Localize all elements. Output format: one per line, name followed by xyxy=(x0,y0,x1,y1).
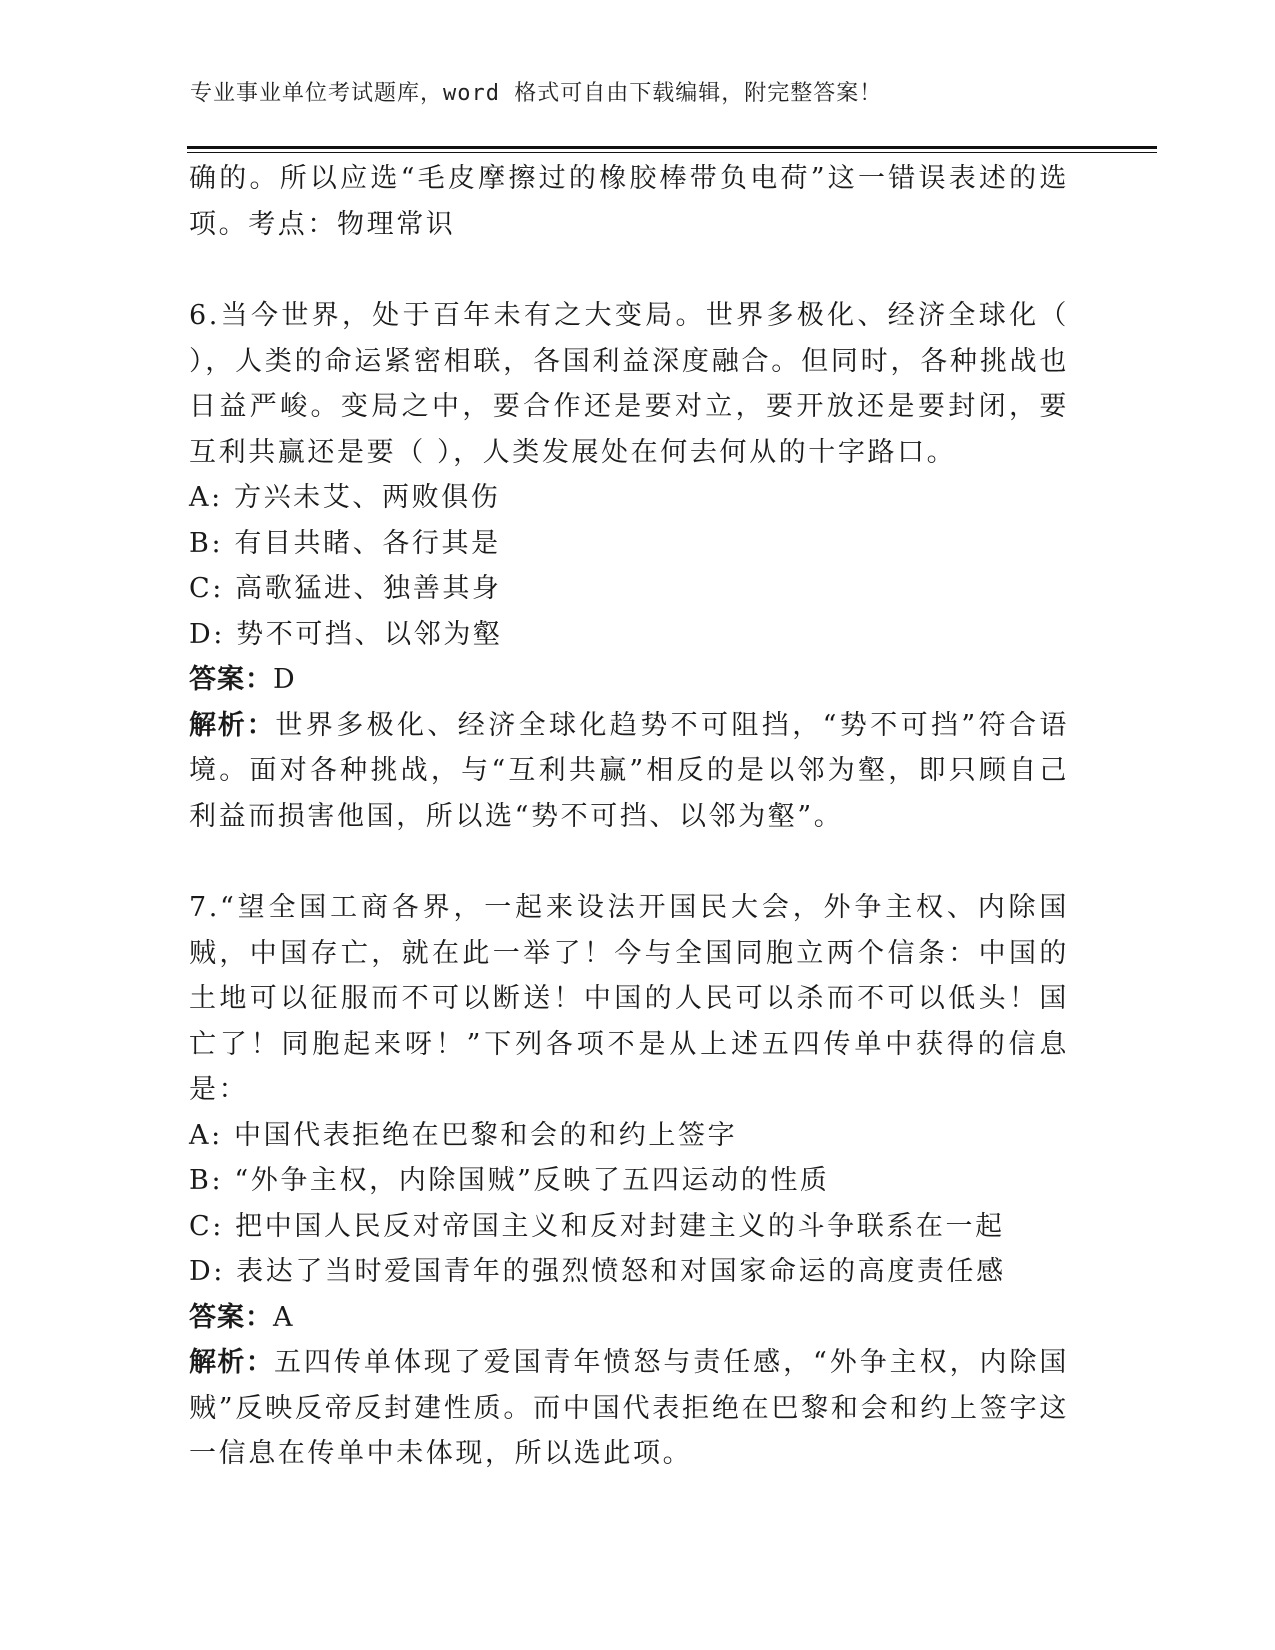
answer-label: 答案： xyxy=(189,664,273,695)
section-gap xyxy=(189,247,1069,293)
option-a: A: 中国代表拒绝在巴黎和会的和约上签字 xyxy=(189,1119,738,1151)
analysis-text: 五四传单体现了爱国青年愤怒与责任感，“外争主权，内除国贼”反映反帝反封建性质。而中国代表拒绝在巴黎和会和约上签字这一信息在传单中未体现，所以选此项。 xyxy=(189,1347,1070,1469)
answer-line xyxy=(189,1295,1069,1341)
option-b: B: “外争主权，内除国贼”反映了五四运动的性质 xyxy=(189,1165,830,1196)
option-d: D: 势不可挡、以邻为壑 xyxy=(189,618,503,650)
question-6 xyxy=(189,293,1069,839)
option-c: C: 高歌猛进、独善其身 xyxy=(189,573,502,604)
analysis-text: 世界多极化、经济全球化趋势不可阻挡，“势不可挡”符合语境。面对各种挑战，与“互利共赢”相反的是以邻为壑，即只顾自己利益而损害他国，所以选“势不可挡、以邻为壑”。 xyxy=(189,709,1070,832)
option-d: D: 表达了当时爱国青年的强烈愤怒和对国家命运的高度责任感 xyxy=(189,1256,1006,1287)
header-rule-thin xyxy=(187,152,1157,153)
continuation-text: 确的。所以应选“毛皮摩擦过的橡胶棒带负电荷”这一错误表述的选项。考点：物理常识 xyxy=(189,163,1069,240)
header-rule-thick xyxy=(187,146,1157,149)
question-stem: 6.当今世界，处于百年未有之大变局。世界多极化、经济全球化（ ），人类的命运紧密相联，各国利益深度融合。但同时，各种挑战也日益严峻。变局之中，要合作还是要对立，要开放还是要封闭，要互利共赢还是要（ ），人类发展处在何去何从的十字路口。 xyxy=(189,300,1069,468)
section-gap xyxy=(189,839,1069,885)
answer-value: A xyxy=(273,1301,296,1333)
analysis-label: 解析： xyxy=(189,709,276,741)
question-7 xyxy=(189,885,1069,1477)
option-a: A: 方兴未艾、两败俱伤 xyxy=(189,482,501,513)
analysis-line xyxy=(189,1340,1069,1477)
analysis-line xyxy=(189,703,1069,840)
answer-line xyxy=(189,657,1069,703)
analysis-label: 解析： xyxy=(189,1347,275,1378)
document-body xyxy=(189,156,1069,1477)
answer-label: 答案： xyxy=(189,1301,273,1333)
answer-value: D xyxy=(273,664,298,695)
option-b: B: 有目共睹、各行其是 xyxy=(189,527,501,559)
page-header: 专业事业单位考试题库，word 格式可自由下载编辑，附完整答案！ xyxy=(190,81,883,106)
option-c: C: 把中国人民反对帝国主义和反对封建主义的斗争联系在一起 xyxy=(189,1210,1005,1242)
question-stem: 7.“望全国工商各界，一起来设法开国民大会，外争主权、内除国贼，中国存亡，就在此一举了！今与全国同胞立两个信条：中国的土地可以征服而不可以断送！中国的人民可以杀而不可以低头！国亡了！同胞起来呀！”下列各项不是从上述五四传单中获得的信息是： xyxy=(189,892,1069,1105)
